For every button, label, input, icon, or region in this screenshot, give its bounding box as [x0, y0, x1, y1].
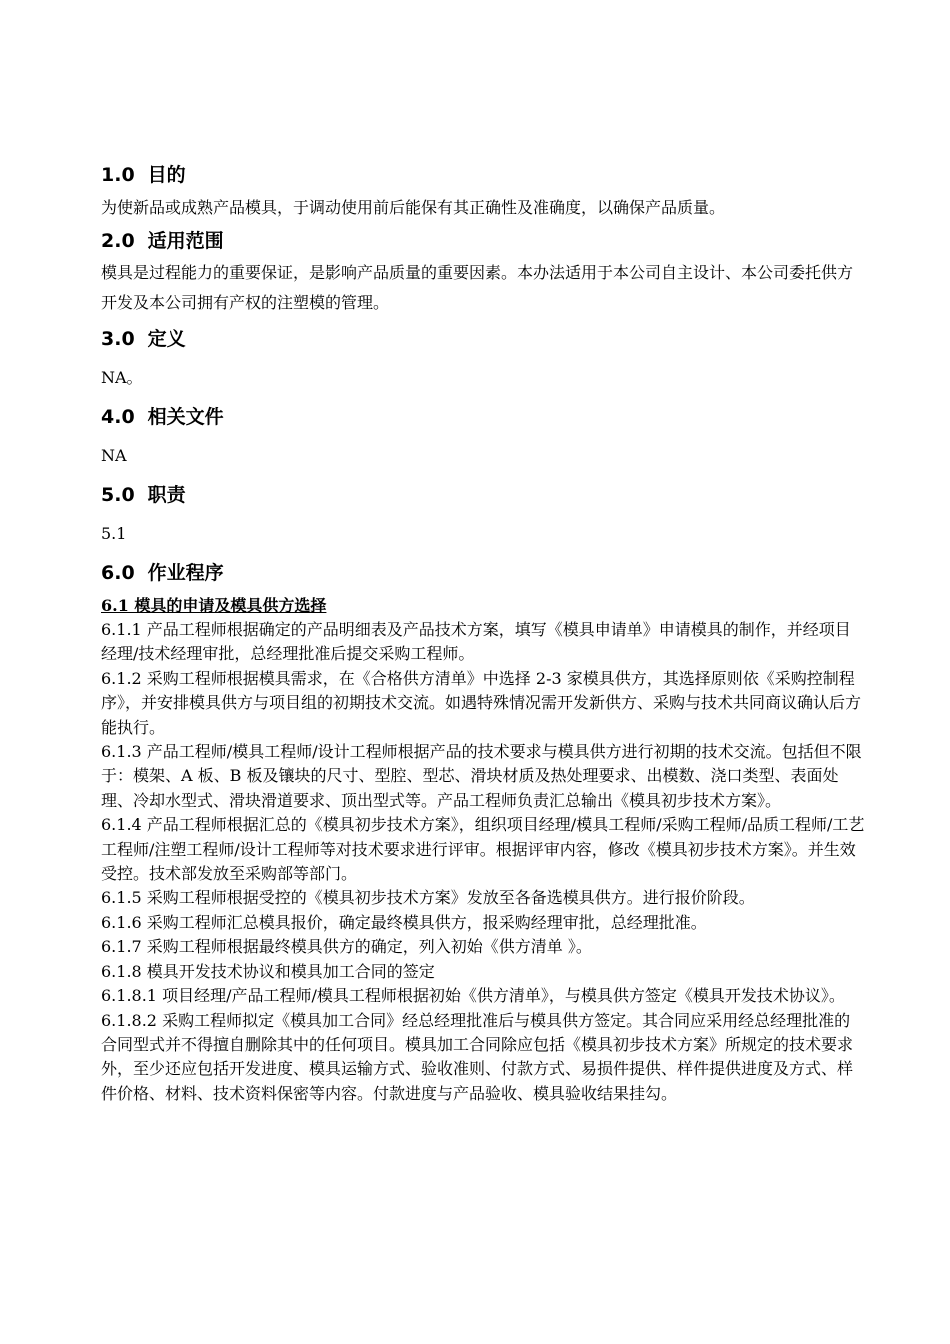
section-text: 为使新品或成熟产品模具，于调动使用前后能保有其正确性及准确度，以确保产品质量。	[101, 198, 726, 217]
section-number: 6.0	[101, 562, 135, 584]
procedure-item: 6.1.2 采购工程师根据模具需求，在《合格供方清单》中选择 2-3 家模具供方，其选择原则依《采购控制程序》，并安排模具供方与项目组的初期技术交流。如遇特殊情况需开发新供方、采购与技术共同商议确认后方能执行。	[101, 668, 862, 737]
section-number: 3.0	[101, 328, 135, 350]
procedure-subheading: 6.1 模具的申请及模具供方选择	[101, 596, 327, 615]
section-2	[101, 226, 866, 318]
section-5	[101, 480, 866, 546]
section-heading	[101, 324, 866, 354]
procedure-item: 6.1.6 采购工程师汇总模具报价，确定最终模具供方，报采购经理审批，总经理批准。	[101, 912, 707, 932]
section-3	[101, 324, 866, 390]
section-text: NA	[101, 446, 127, 465]
section-title: 适用范围	[147, 230, 224, 252]
procedure-item: 6.1.8 模具开发技术协议和模具加工合同的签定	[101, 961, 435, 981]
section-number: 5.0	[101, 484, 135, 506]
section-heading	[101, 558, 866, 588]
section-title: 相关文件	[147, 406, 224, 428]
section-title: 目的	[147, 164, 186, 186]
procedure-item: 6.1.5 采购工程师根据受控的《模具初步技术方案》发放至各备选模具供方。进行报价阶段。	[101, 888, 755, 908]
section-text: 模具是过程能力的重要保证，是影响产品质量的重要因素。本办法适用于本公司自主设计、本公司委托供方开发及本公司拥有产权的注塑模的管理。	[101, 263, 854, 312]
section-1	[101, 160, 866, 220]
section-heading	[101, 226, 866, 256]
section-4	[101, 402, 866, 468]
section-number: 4.0	[101, 406, 135, 428]
procedure-item: 6.1.8.1 项目经理/产品工程师/模具工程师根据初始《供方清单》，与模具供方签定《模具开发技术协议》。	[101, 986, 845, 1006]
section-heading	[101, 402, 866, 432]
section-heading	[101, 480, 866, 510]
section-number: 2.0	[101, 230, 135, 252]
procedure-item: 6.1.7 采购工程师根据最终模具供方的确定，列入初始《供方清单 》。	[101, 937, 592, 957]
section-title: 职责	[147, 484, 186, 506]
procedure-item: 6.1.1 产品工程师根据确定的产品明细表及产品技术方案，填写《模具申请单》申请模具的制作，并经项目经理/技术经理审批，总经理批准后提交采购工程师。	[101, 620, 851, 664]
section-text: 5.1	[101, 524, 127, 543]
procedure-item: 6.1.8.2 采购工程师拟定《模具加工合同》经总经理批准后与模具供方签定。其合同应采用经总经理批准的合同型式并不得擅自删除其中的任何项目。模具加工合同除应包括《模具初步技术方案》所规定的技术要求外，至少还应包括开发进度、模具运输方式、验收准则、付款方式、易损件提供、样件提供进度及方式、样件价格、材料、技术资料保密等内容。付款进度与产品验收、模具验收结果挂勾。	[101, 1010, 854, 1103]
section-text: NA。	[101, 368, 143, 387]
section-title: 作业程序	[147, 562, 224, 584]
section-heading	[101, 160, 866, 190]
section-number: 1.0	[101, 164, 135, 186]
procedure-item: 6.1.3 产品工程师/模具工程师/设计工程师根据产品的技术要求与模具供方进行初期的技术交流。包括但不限于：模架、A 板、B 板及镶块的尺寸、型腔、型芯、滑块材质及热处理要求、出模数、浇口类型、表面处理、冷却水型式、滑块滑道要求、顶出型式等。产品工程师负责汇总输出《模具初步技术方案》。	[101, 742, 862, 810]
section-6	[101, 558, 866, 1106]
section-title: 定义	[147, 328, 186, 350]
procedure-item: 6.1.4 产品工程师根据汇总的《模具初步技术方案》，组织项目经理/模具工程师/采购工程师/品质工程师/工艺工程师/注塑工程师/设计工程师等对技术要求进行评审。根据评审内容，修改《模具初步技术方案》。并生效受控。技术部发放至采购部等部门。	[101, 815, 865, 884]
